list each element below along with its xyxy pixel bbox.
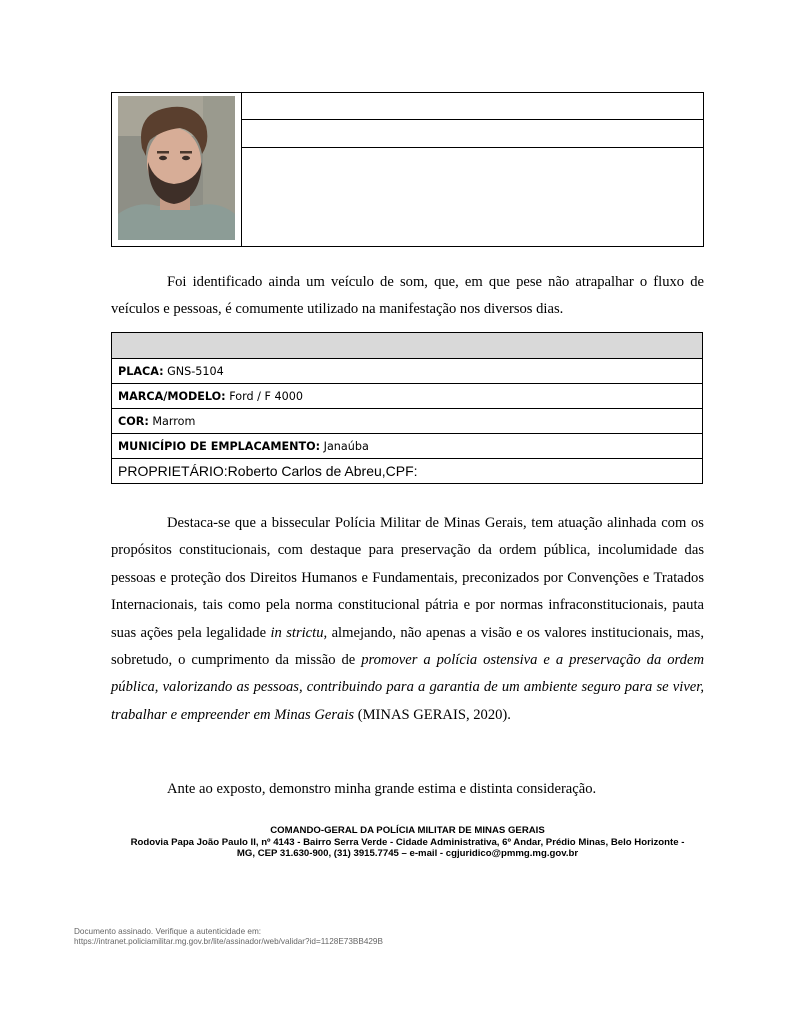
vehicle-table-header bbox=[112, 333, 703, 359]
main-paragraph-italic2: promover a polícia ostensiva e a preservação da ordem pública, valorizando as pessoas, contribuindo para a garantia de um ambiente seguro para se viver, trabalhar e empreender em Minas Gerais bbox=[111, 652, 704, 723]
main-paragraph-part3: (MINAS GERAIS, 2020). bbox=[354, 706, 511, 723]
footer-title: COMANDO-GERAL DA POLÍCIA MILITAR DE MINAS GERAIS bbox=[270, 825, 545, 836]
plate-value: GNS-5104 bbox=[163, 364, 224, 378]
main-paragraph-part2: almejando, não apenas a visão e os valores institucionais, mas, sobretudo, o cumprimento da missão de bbox=[111, 624, 704, 669]
intro-paragraph: Foi identificado ainda um veículo de som, que, em que pese não atrapalhar o fluxo de veículos e pessoas, é comumente utilizado na manifestação nos diversos dias. bbox=[111, 274, 704, 318]
plate-label: PLACA: bbox=[118, 364, 164, 378]
footer bbox=[111, 825, 704, 860]
footer-address: Rodovia Papa João Paulo II, nº 4143 - Bairro Serra Verde - Cidade Administrativa, 6º Andar, Prédio Minas, Belo Horizonte - MG, CEP 31.630-900, (31) 3915.7745 – e-mail - cgjuridico@pmmg.mg.gov.br bbox=[130, 836, 685, 859]
photo-cell bbox=[112, 93, 242, 246]
closing-paragraph: Ante ao exposto, demonstro minha grande estima e distinta consideração. bbox=[167, 781, 597, 797]
main-paragraph bbox=[111, 510, 704, 729]
city-label: MUNICÍPIO DE EMPLACAMENTO: bbox=[118, 439, 321, 453]
signature-note bbox=[74, 927, 383, 947]
owner-text: PROPRIETÁRIO:Roberto Carlos de Abreu,CPF: bbox=[112, 459, 703, 484]
table-row bbox=[112, 459, 703, 484]
color-value: Marrom bbox=[148, 414, 196, 428]
table-row bbox=[112, 359, 703, 384]
table-row bbox=[112, 409, 703, 434]
info-row-2 bbox=[242, 120, 703, 148]
info-row-1 bbox=[242, 93, 703, 120]
city-value: Janaúba bbox=[320, 439, 369, 453]
main-paragraph-italic1: in strictu, bbox=[270, 624, 328, 641]
vehicle-table bbox=[111, 332, 703, 484]
model-label: MARCA/MODELO: bbox=[118, 389, 226, 403]
person-photo bbox=[118, 96, 235, 240]
main-paragraph-part1: Destaca-se que a bissecular Polícia Militar de Minas Gerais, tem atuação alinhada com os propósitos constitucionais, com destaque para preservação da ordem pública, incolumidade das pessoas e proteção dos Direitos Humanos e Fundamentais, preconizados por Convenções e Tratados Internacionais, tais como pela norma constitucional pátria e por normas infraconstitucionais, pauta suas ações pela legalidade bbox=[111, 515, 704, 641]
table-row bbox=[112, 434, 703, 459]
color-label: COR: bbox=[118, 414, 149, 428]
person-info-table bbox=[111, 92, 704, 247]
signature-link[interactable]: https://intranet.policiamilitar.mg.gov.br/lite/assinador/web/validar?id=1128E73BB429B bbox=[74, 937, 383, 946]
model-value: Ford / F 4000 bbox=[225, 389, 303, 403]
table-row bbox=[112, 384, 703, 409]
signature-line1: Documento assinado. Verifique a autenticidade em: bbox=[74, 927, 262, 936]
